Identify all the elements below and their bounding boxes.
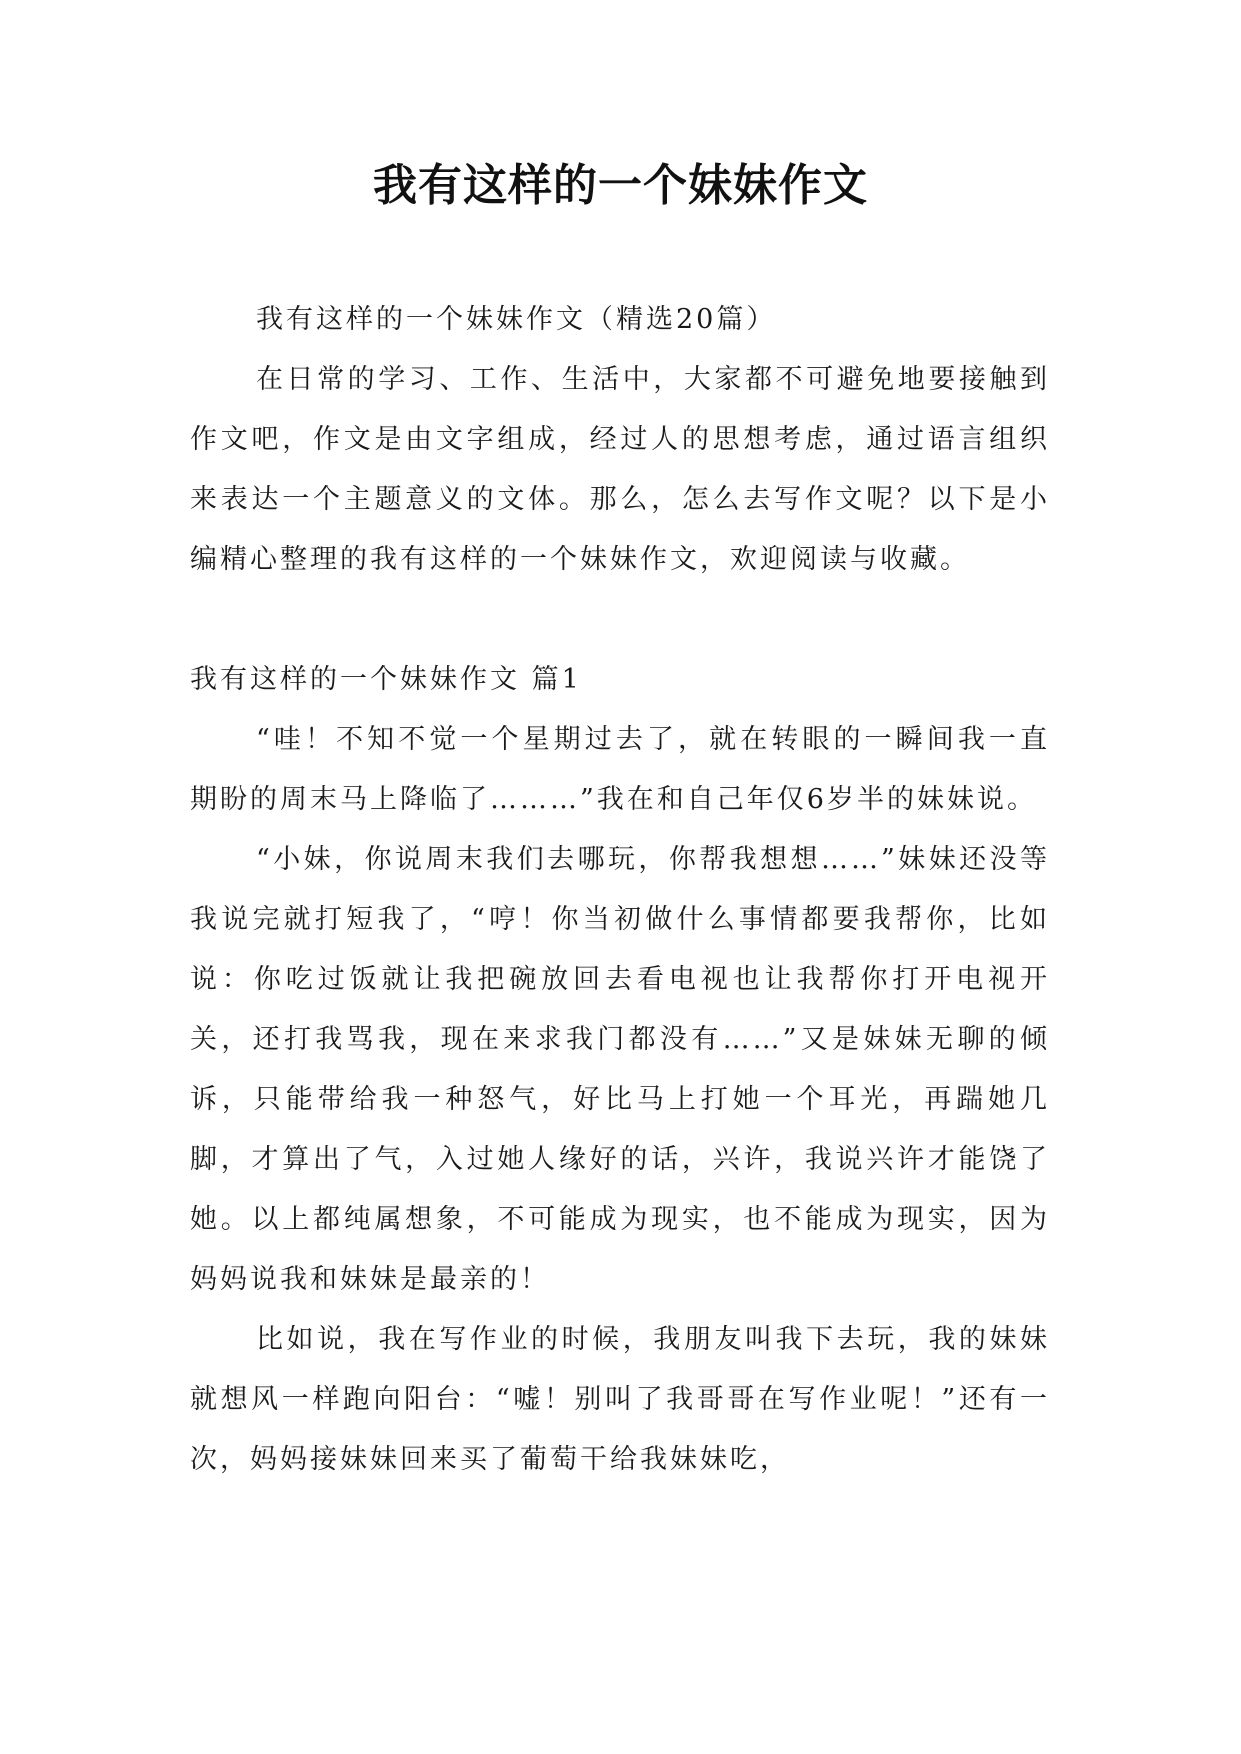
document-body xyxy=(190,290,1050,1490)
intro-paragraph: 在日常的学习、工作、生活中，大家都不可避免地要接触到作文吧，作文是由文字组成，经过人的思想考虑，通过语言组织来表达一个主题意义的文体。那么，怎么去写作文呢？以下是小编精心整理的我有这样的一个妹妹作文，欢迎阅读与收藏。 xyxy=(190,364,1050,575)
essay-paragraph-1: “哇！不知不觉一个星期过去了，就在转眼的一瞬间我一直期盼的周末马上降临了………”我在和自己年仅6岁半的妹妹说。 xyxy=(190,724,1050,815)
essay-paragraph-3: 比如说，我在写作业的时候，我朋友叫我下去玩，我的妹妹就想风一样跑向阳台：“嘘！别叫了我哥哥在写作业呢！”还有一次，妈妈接妹妹回来买了葡萄干给我妹妹吃， xyxy=(190,1324,1050,1475)
document-title: 我有这样的一个妹妹作文 xyxy=(373,160,868,211)
essay-paragraph-2: “小妹，你说周末我们去哪玩，你帮我想想……”妹妹还没等我说完就打短我了，“哼！你当初做什么事情都要我帮你，比如说：你吃过饭就让我把碗放回去看电视也让我帮你打开电视开关，还打我骂我，现在来求我门都没有……”又是妹妹无聊的倾诉，只能带给我一种怒气，好比马上打她一个耳光，再踹她几脚，才算出了气，入过她人缘好的话，兴许，我说兴许才能饶了她。以上都纯属想象，不可能成为现实，也不能成为现实，因为妈妈说我和妹妹是最亲的！ xyxy=(190,844,1050,1295)
section-heading: 我有这样的一个妹妹作文 篇1 xyxy=(190,664,582,695)
document-subtitle: 我有这样的一个妹妹作文（精选20篇） xyxy=(256,304,777,335)
